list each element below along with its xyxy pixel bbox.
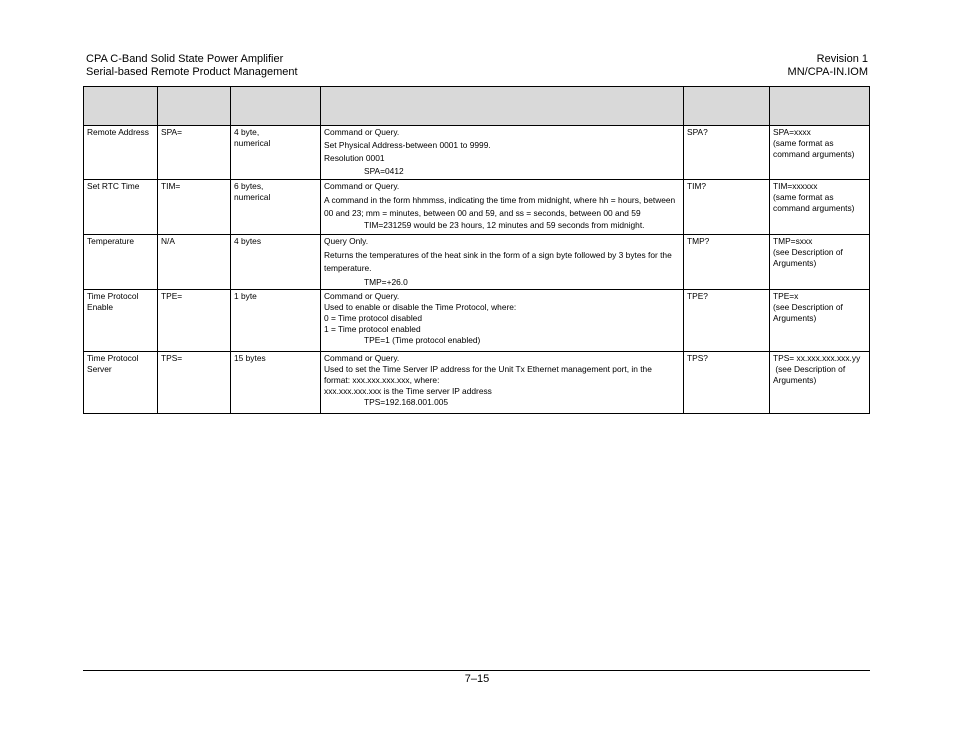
response-text: TIM=xxxxxx xyxy=(773,181,818,191)
parameter-text: Remote Address xyxy=(87,127,149,137)
command-text: SPA= xyxy=(161,127,183,137)
response-cell xyxy=(770,126,870,180)
response-text: (see Description of xyxy=(773,364,846,374)
response-text: Arguments) xyxy=(773,313,817,323)
command-cell xyxy=(158,352,231,414)
command-cell xyxy=(158,126,231,180)
header-cell xyxy=(770,87,870,126)
arguments-cell xyxy=(231,126,321,180)
parameter-cell xyxy=(84,235,158,290)
description-line: Used to enable or disable the Time Protocol, where: xyxy=(324,302,517,312)
arguments-text: numerical xyxy=(234,138,271,148)
parameter-text: Time Protocol xyxy=(87,353,139,363)
response-text: (see Description of xyxy=(773,302,843,312)
arguments-text: numerical xyxy=(234,192,271,202)
arguments-text: 1 byte xyxy=(234,291,257,301)
arguments-text: 4 bytes xyxy=(234,236,262,246)
header-cell xyxy=(321,87,684,126)
document-subtitle: Serial-based Remote Product Management xyxy=(86,65,298,78)
arguments-cell xyxy=(231,180,321,235)
footer-divider xyxy=(83,670,870,671)
header-cell xyxy=(684,87,770,126)
description-line: Command or Query. xyxy=(324,291,400,301)
document-number: MN/CPA-IN.IOM xyxy=(787,65,868,78)
description-line: Set Physical Address-between 0001 to 9999. xyxy=(324,140,491,150)
query-cell xyxy=(684,180,770,235)
response-cell xyxy=(770,290,870,352)
parameter-text: Temperature xyxy=(87,236,135,246)
parameter-text: Set RTC Time xyxy=(87,181,140,191)
command-text: TIM= xyxy=(161,181,181,191)
response-text: SPA=xxxx xyxy=(773,127,811,137)
command-text: N/A xyxy=(161,236,175,246)
table-row xyxy=(84,180,870,235)
example-text: TIM=231259 would be 23 hours, 12 minutes and 59 seconds from midnight. xyxy=(364,220,645,230)
response-cell xyxy=(770,180,870,235)
description-line: 0 = Time protocol disabled xyxy=(324,313,422,323)
response-text: Arguments) xyxy=(773,375,817,385)
description-cell xyxy=(321,126,684,180)
arguments-text: 15 bytes xyxy=(234,353,266,363)
description-line: Returns the temperatures of the heat sink in the form of a sign byte followed by 3 bytes for the temperature. xyxy=(324,250,672,273)
query-text: SPA? xyxy=(687,127,708,137)
description-line: Resolution 0001 xyxy=(324,153,385,163)
example-text: TPS=192.168.001.005 xyxy=(364,397,449,407)
query-text: TMP? xyxy=(687,236,710,246)
query-cell xyxy=(684,235,770,290)
response-text: command arguments) xyxy=(773,203,855,213)
description-line: 1 = Time protocol enabled xyxy=(324,324,421,334)
description-cell xyxy=(321,290,684,352)
response-text: TMP=sxxx xyxy=(773,236,813,246)
response-text: (see Description of xyxy=(773,247,843,257)
parameter-text: Time Protocol xyxy=(87,291,139,301)
response-text: command arguments) xyxy=(773,149,855,159)
response-text: TPS= xx.xxx.xxx.xxx.yy xyxy=(773,353,861,363)
document-header-right xyxy=(788,53,868,78)
command-cell xyxy=(158,235,231,290)
parameter-cell xyxy=(84,126,158,180)
command-cell xyxy=(158,290,231,352)
parameter-cell xyxy=(84,180,158,235)
query-text: TPE? xyxy=(687,291,708,301)
table-row xyxy=(84,290,870,352)
query-cell xyxy=(684,126,770,180)
response-text: TPE=x xyxy=(773,291,799,301)
description-cell xyxy=(321,180,684,235)
query-text: TIM? xyxy=(687,181,707,191)
table-row xyxy=(84,126,870,180)
parameter-cell xyxy=(84,290,158,352)
description-line: Used to set the Time Server IP address for the Unit Tx Ethernet management port, in the format: xxx.xxx.xxx.xxx, where: xyxy=(324,364,652,385)
parameter-text: Server xyxy=(87,364,112,374)
description-line: Command or Query. xyxy=(324,353,400,363)
arguments-cell xyxy=(231,290,321,352)
description-cell xyxy=(321,352,684,414)
table-header xyxy=(84,87,870,126)
example-text: TPE=1 (Time protocol enabled) xyxy=(364,335,481,345)
description-cell xyxy=(321,235,684,290)
arguments-cell xyxy=(231,235,321,290)
response-cell xyxy=(770,235,870,290)
query-cell xyxy=(684,290,770,352)
example-text: TMP=+26.0 xyxy=(364,277,408,287)
arguments-text: 6 bytes, xyxy=(234,181,264,191)
document-header-left xyxy=(86,53,298,78)
description-line: xxx.xxx.xxx.xxx is the Time server IP address xyxy=(324,386,492,396)
response-text: Arguments) xyxy=(773,258,817,268)
description-line: Command or Query. xyxy=(324,127,400,137)
table-row xyxy=(84,235,870,290)
description-line: Command or Query. xyxy=(324,181,400,191)
header-cell xyxy=(231,87,321,126)
command-text: TPE= xyxy=(161,291,183,301)
response-text: (same format as xyxy=(773,138,834,148)
command-table xyxy=(83,86,870,414)
page-number: 7–15 xyxy=(464,673,490,685)
description-line: A command in the form hhmmss, indicating the time from midnight, where hh = hours, between 00 and 23; mm = minutes, between 00 and 59, and ss = seconds, between 00 and 59 xyxy=(324,195,676,218)
arguments-cell xyxy=(231,352,321,414)
header-cell xyxy=(158,87,231,126)
response-text: (same format as xyxy=(773,192,834,202)
command-text: TPS= xyxy=(161,353,183,363)
document-title: CPA C-Band Solid State Power Amplifier xyxy=(86,53,284,65)
query-cell xyxy=(684,352,770,414)
table-body xyxy=(84,126,870,414)
command-cell xyxy=(158,180,231,235)
parameter-cell xyxy=(84,352,158,414)
header-cell xyxy=(84,87,158,126)
example-text: SPA=0412 xyxy=(364,166,404,176)
table-row xyxy=(84,352,870,414)
query-text: TPS? xyxy=(687,353,708,363)
arguments-text: 4 byte, xyxy=(234,127,260,137)
response-cell xyxy=(770,352,870,414)
parameter-text: Enable xyxy=(87,302,114,312)
description-line: Query Only. xyxy=(324,236,369,246)
revision-label: Revision 1 xyxy=(816,53,868,65)
table-header-row xyxy=(84,87,870,126)
